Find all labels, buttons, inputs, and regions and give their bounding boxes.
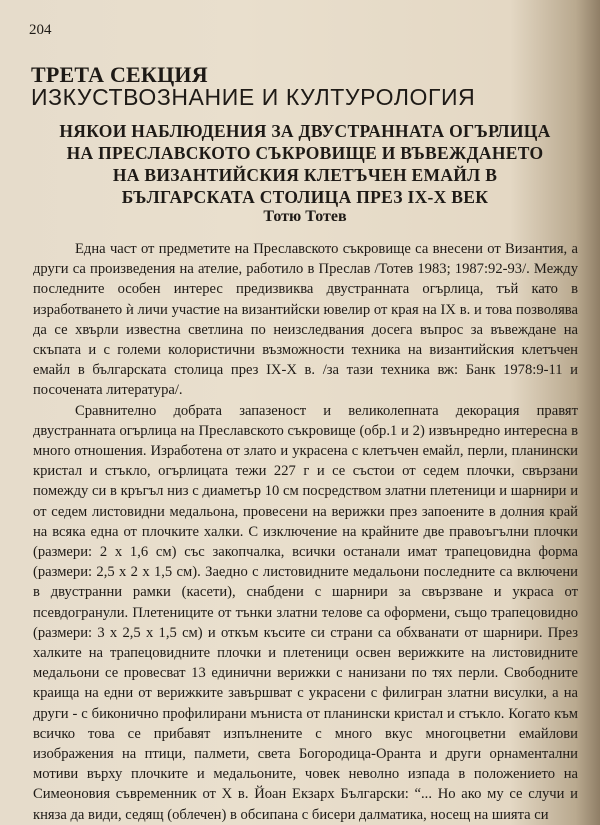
article-title-line: НА ВИЗАНТИЙСКИЯ КЛЕТЪЧЕН ЕМАЙЛ В: [112, 165, 498, 185]
article-title-line: НА ПРЕСЛАВСКОТО СЪКРОВИЩЕ И ВЪВЕЖДАНЕТО: [66, 143, 544, 163]
article-title-line: НЯКОИ НАБЛЮДЕНИЯ ЗА ДВУСТРАННАТА ОГЪРЛИЦА: [59, 121, 551, 141]
section-label: ТРЕТА СЕКЦИЯ: [31, 62, 208, 87]
page-number: 204: [29, 22, 52, 38]
section-title: ИЗКУСТВОЗНАНИЕ И КУЛТУРОЛОГИЯ: [31, 84, 476, 110]
article-title-line: БЪЛГАРСКАТА СТОЛИЦА ПРЕЗ IX-X ВЕК: [121, 187, 489, 207]
article-title: [40, 120, 570, 208]
author-name: Тотю Тотев: [263, 208, 347, 225]
paragraph: Сравнително добрата запазеност и великолепната декорация правят двустранната огърлица на Преславското съкровище (обр.1 и 2) извънредно интересна в много отношения. Изработена от злато и украсена с клетъчен емайл, перли, планински кристал и стъкло, огърлицата тежи 227 г и се състои от седем плочки, свързани помежду си в кръгъл низ с диаметър 10 см посредством златни плетеници и шарнири и от седем листовидни медальона, провесени на верижки през запоените в долния край на всяка една от плочките халки. С изключение на крайните две правоъгълни плочки (размери: 2 х 1,6 см) със закопчалка, всички останали имат трапецовидна форма (размери: 2,5 х 2 х 1,5 см). Заедно с листовидните медальони последните са включени в двустранни рамки (касети), снабдени с шарнири за свързване и украса от псевдогранули. Плетениците от тънки златни телове са оформени, също трапецовидно (размери: 3 х 2,5 х 1,5 см) и откъм късите си страни са обхванати от шарнири. През халките на трапецовидните плочки и плетеници освен верижките на листовидните медальони се провесват 13 единични верижки с нанизани по тях перли. Свободните краища на едни от верижките завършват с украсени с филигран златни висулки, а на други - с биконично профилирани мъниста от планински кристал и стъкло. Когато към всичко това се прибавят изпълнените с много вкус многоцветни емайлови изображения на птици, палмети, света Богородица-Оранта и други орнаментални мотиви върху плочките и медальоните, човек неволно изпада в положението на Симеоновия съвременник от X в. Йоан Екзарх Български: “... Но ако му се случи и княза да види, седящ (облечен) в обсипана с бисери далматика, носещ на шията си: [33, 402, 578, 823]
paragraph: Една част от предметите на Преславското съкровище са внесени от Византия, а други са произведения на ателие, работило в Преслав /Тотев 1983; 1987:92-93/. Между последните особен интерес предизвиква двустранната огърлица, тъй като в изработването ѝ личи участие на византийски ювелир от края на IX в. и това позволява да се хвърли известна светлина по неизследвания досега въпрос за въвеждане на скъпата и с големи колористични възможности техника на византийския клетъчен емайл в българската столица през IX-X в. /за тази техника вж: Банк 1978:9-11 и посочената литература/.: [33, 241, 578, 399]
article-body: [33, 239, 578, 825]
